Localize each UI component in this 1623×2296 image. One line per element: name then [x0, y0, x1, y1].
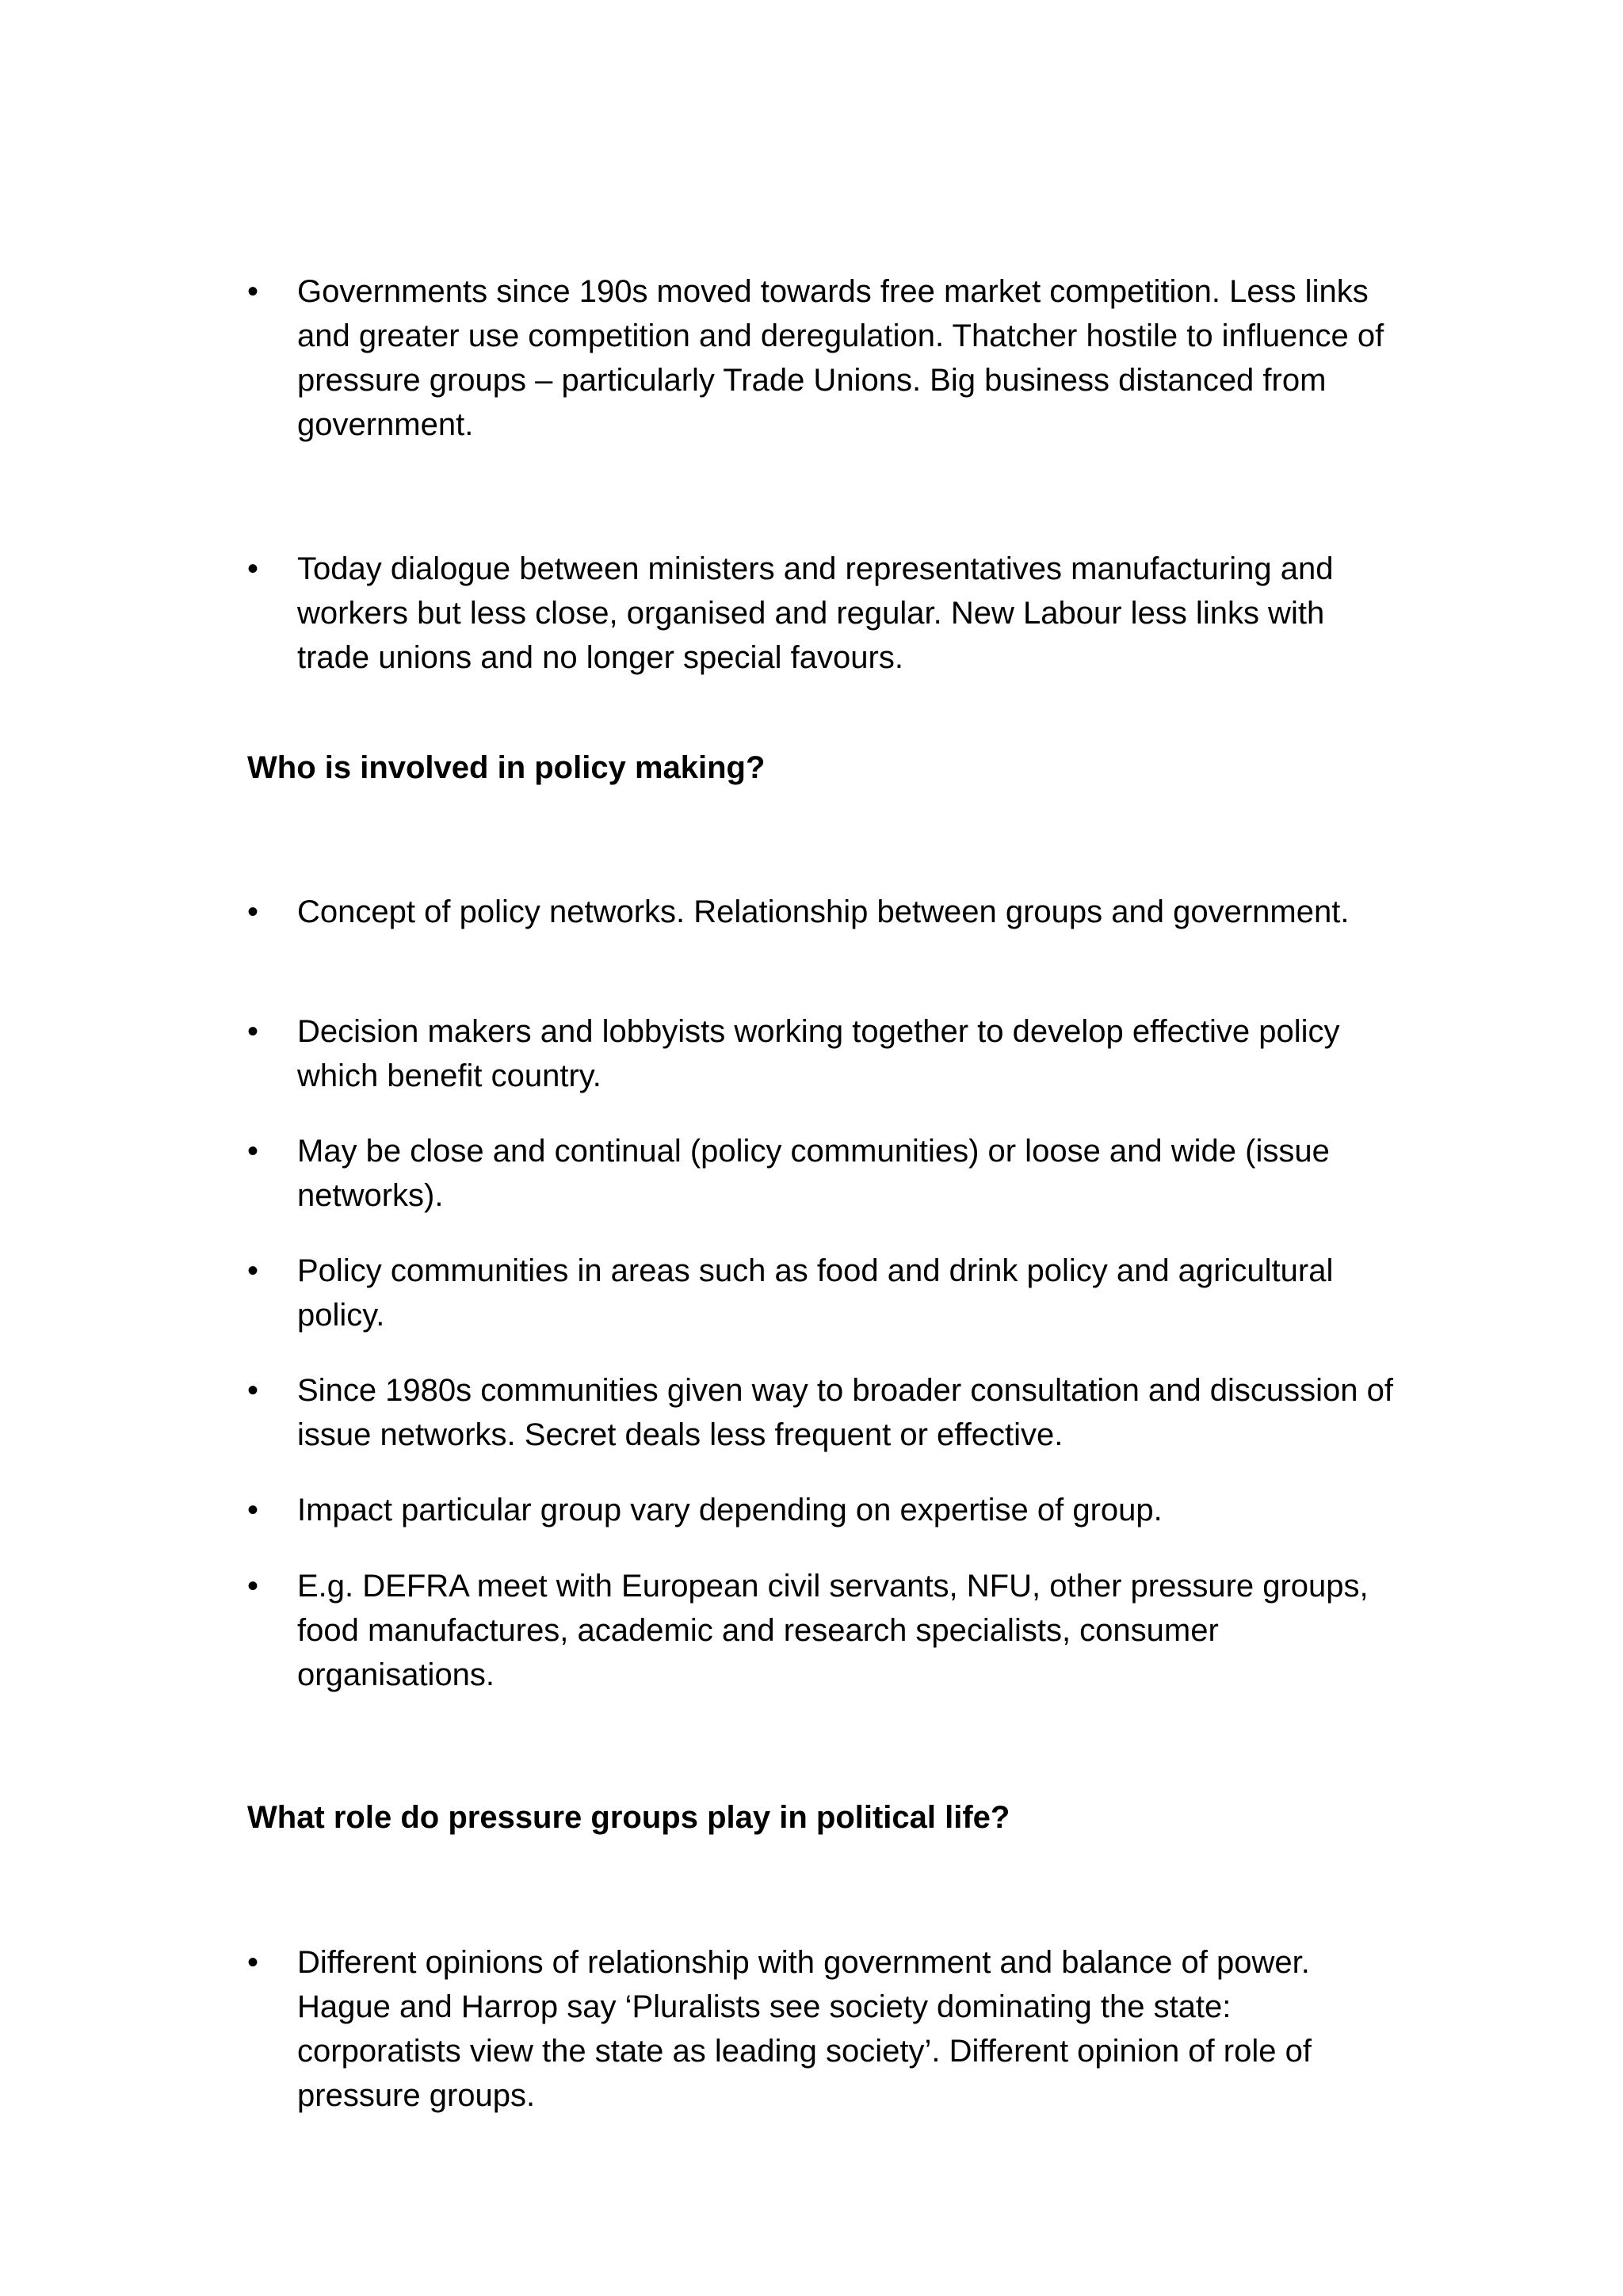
- list-item-text: Decision makers and lobbyists working together to develop effective policy which benefit country.: [297, 1014, 1340, 1093]
- list-item: [247, 1129, 1396, 1218]
- list-item: [247, 1368, 1396, 1457]
- list-item: [247, 890, 1396, 934]
- list-item: [247, 1009, 1396, 1098]
- list-item: [247, 1940, 1396, 2118]
- list-item-text: Governments since 190s moved towards free market competition. Less links and greater use competition and deregulation. Thatcher hostile to influence of pressure groups – particularly Trade Unions. Big business distanced from government.: [297, 274, 1384, 442]
- bullet-icon: •: [247, 551, 259, 586]
- bullet-icon: •: [247, 1569, 259, 1604]
- list-item-text: E.g. DEFRA meet with European civil servants, NFU, other pressure groups, food manufactures, academic and research specialists, consumer organisations.: [297, 1569, 1369, 1692]
- list-item: [247, 547, 1396, 680]
- list-item-text: Since 1980s communities given way to broader consultation and discussion of issue networks. Secret deals less frequent or effective.: [297, 1373, 1394, 1452]
- list-item-text: Concept of policy networks. Relationship between groups and government.: [297, 894, 1350, 929]
- bullet-icon: •: [247, 1945, 259, 1980]
- section-heading: Who is involved in policy making?: [247, 750, 766, 785]
- list-item-text: Impact particular group vary depending on expertise of group.: [297, 1493, 1163, 1527]
- section-heading: What role do pressure groups play in political life?: [247, 1800, 1010, 1835]
- list-item-text: Policy communities in areas such as food and drink policy and agricultural policy.: [297, 1253, 1334, 1333]
- bullet-icon: •: [247, 274, 259, 309]
- bullet-icon: •: [247, 1493, 259, 1527]
- list-item: [247, 1488, 1396, 1532]
- list-item-text: Today dialogue between ministers and representatives manufacturing and workers but less close, organised and regular. New Labour less links with trade unions and no longer special favours.: [297, 551, 1334, 675]
- bullet-icon: •: [247, 1253, 259, 1288]
- bullet-icon: •: [247, 1373, 259, 1408]
- list-item-text: May be close and continual (policy communities) or loose and wide (issue networks).: [297, 1134, 1330, 1213]
- bullet-icon: •: [247, 1014, 259, 1049]
- bullet-icon: •: [247, 894, 259, 929]
- list-item: [247, 269, 1396, 447]
- list-item-text: Different opinions of relationship with government and balance of power. Hague and Harrop say ‘Pluralists see society dominating the state: corporatists view the state as leading society’. Different opinion of role of pressure groups.: [297, 1945, 1312, 2113]
- list-item: [247, 1564, 1396, 1697]
- list-item: [247, 1249, 1396, 1337]
- bullet-icon: •: [247, 1134, 259, 1169]
